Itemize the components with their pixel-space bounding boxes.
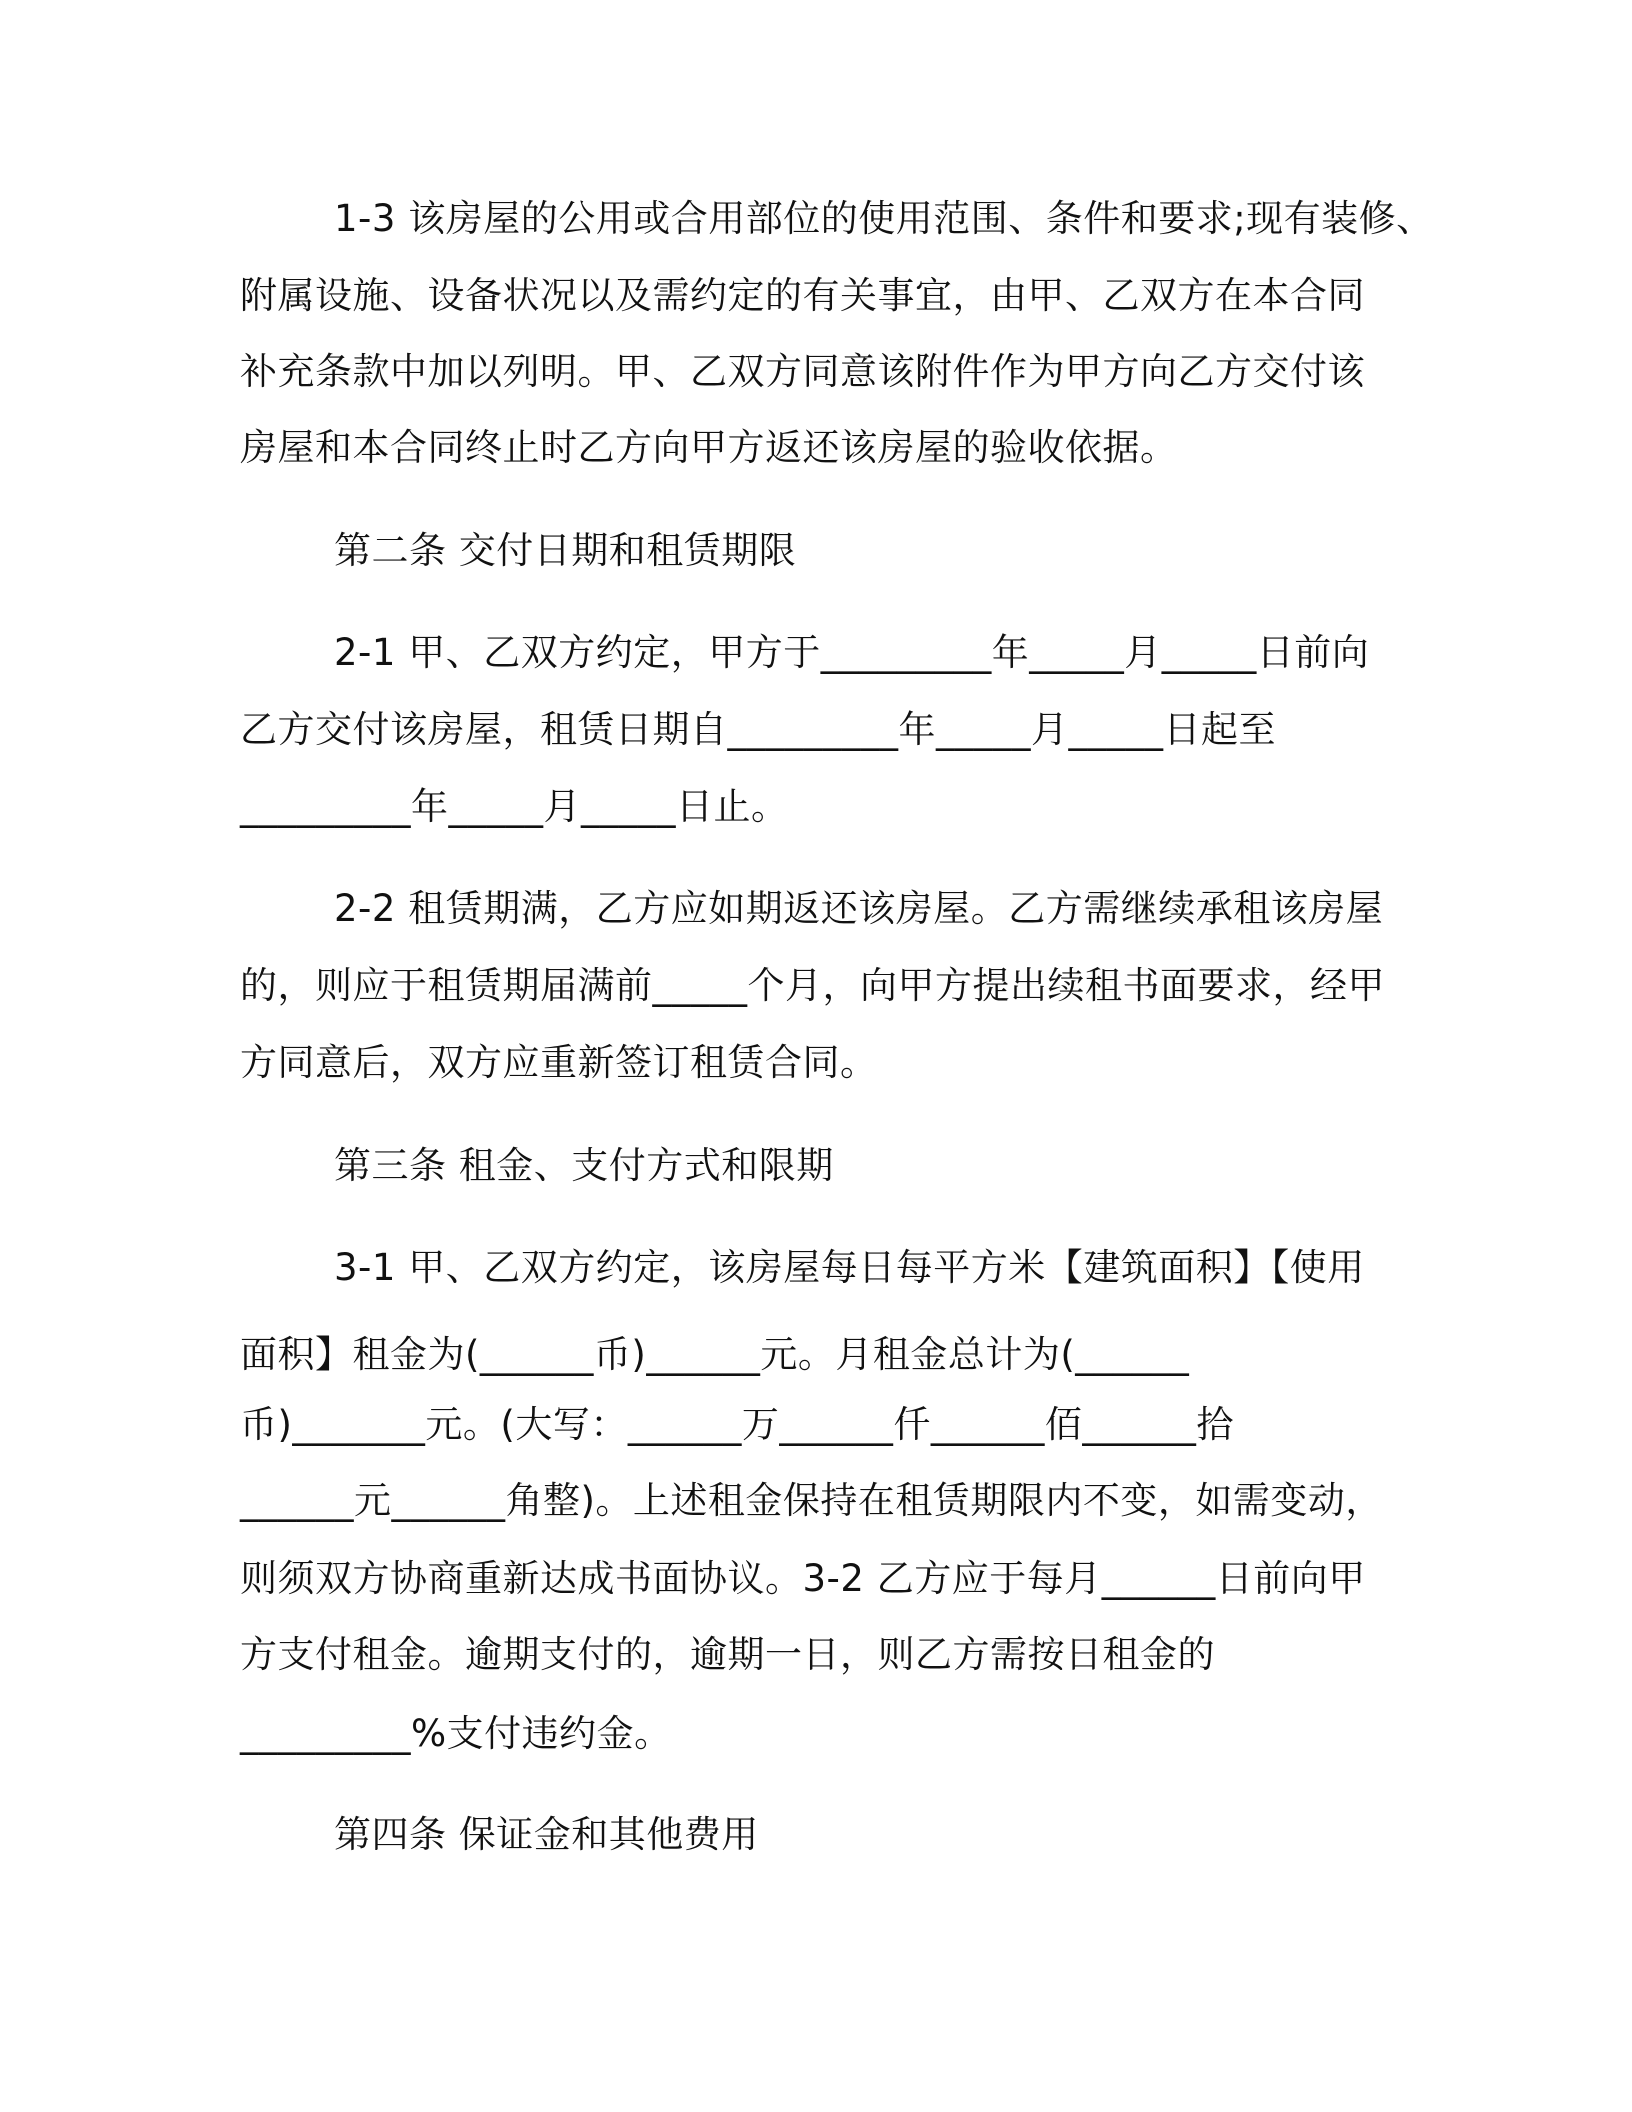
- paragraph-1-3-line-1: 1-3 该房屋的公用或合用部位的使用范围、条件和要求;现有装修、: [334, 197, 1434, 240]
- article-4-heading: 第四条 保证金和其他费用: [334, 1813, 759, 1856]
- article-2-heading: 第二条 交付日期和租赁期限: [334, 529, 797, 572]
- article-3-heading: 第三条 租金、支付方式和限期: [334, 1144, 834, 1187]
- paragraph-2-2-line-2: 的，则应于租赁期届满前_____个月，向甲方提出续租书面要求，经甲: [240, 964, 1385, 1007]
- paragraph-1-3-line-3: 补充条款中加以列明。甲、乙双方同意该附件作为甲方向乙方交付该: [240, 350, 1365, 393]
- paragraph-3-1-line-4: ______元______角整)。上述租金保持在租赁期限内不变，如需变动，: [240, 1479, 1383, 1522]
- paragraph-3-1-line-2: 面积】租金为(______币)______元。月租金总计为(______: [240, 1333, 1190, 1376]
- paragraph-3-1-line-5: 则须双方协商重新达成书面协议。3-2 乙方应于每月______日前向甲: [240, 1557, 1366, 1600]
- paragraph-3-1-line-6: 方支付租金。逾期支付的，逾期一日，则乙方需按日租金的: [240, 1633, 1215, 1676]
- paragraph-1-3-line-4: 房屋和本合同终止时乙方向甲方返还该房屋的验收依据。: [240, 426, 1178, 469]
- paragraph-2-1-line-2: 乙方交付该房屋，租赁日期自_________年_____月_____日起至: [240, 708, 1276, 751]
- paragraph-3-1-line-7: _________%支付违约金。: [240, 1712, 672, 1755]
- paragraph-3-1-line-3: 币)_______元。(大写：______万______仟______佰______拾: [240, 1403, 1234, 1446]
- paragraph-2-2-line-1: 2-2 租赁期满，乙方应如期返还该房屋。乙方需继续承租该房屋: [334, 887, 1384, 930]
- paragraph-1-3-line-2: 附属设施、设备状况以及需约定的有关事宜，由甲、乙双方在本合同: [240, 274, 1365, 317]
- paragraph-2-2-line-3: 方同意后，双方应重新签订租赁合同。: [240, 1041, 878, 1084]
- paragraph-2-1-line-3: _________年_____月_____日止。: [240, 785, 789, 828]
- paragraph-3-1-line-1: 3-1 甲、乙双方约定，该房屋每日每平方米【建筑面积】【使用: [334, 1246, 1365, 1289]
- paragraph-2-1-line-1: 2-1 甲、乙双方约定，甲方于_________年_____月_____日前向: [334, 631, 1370, 674]
